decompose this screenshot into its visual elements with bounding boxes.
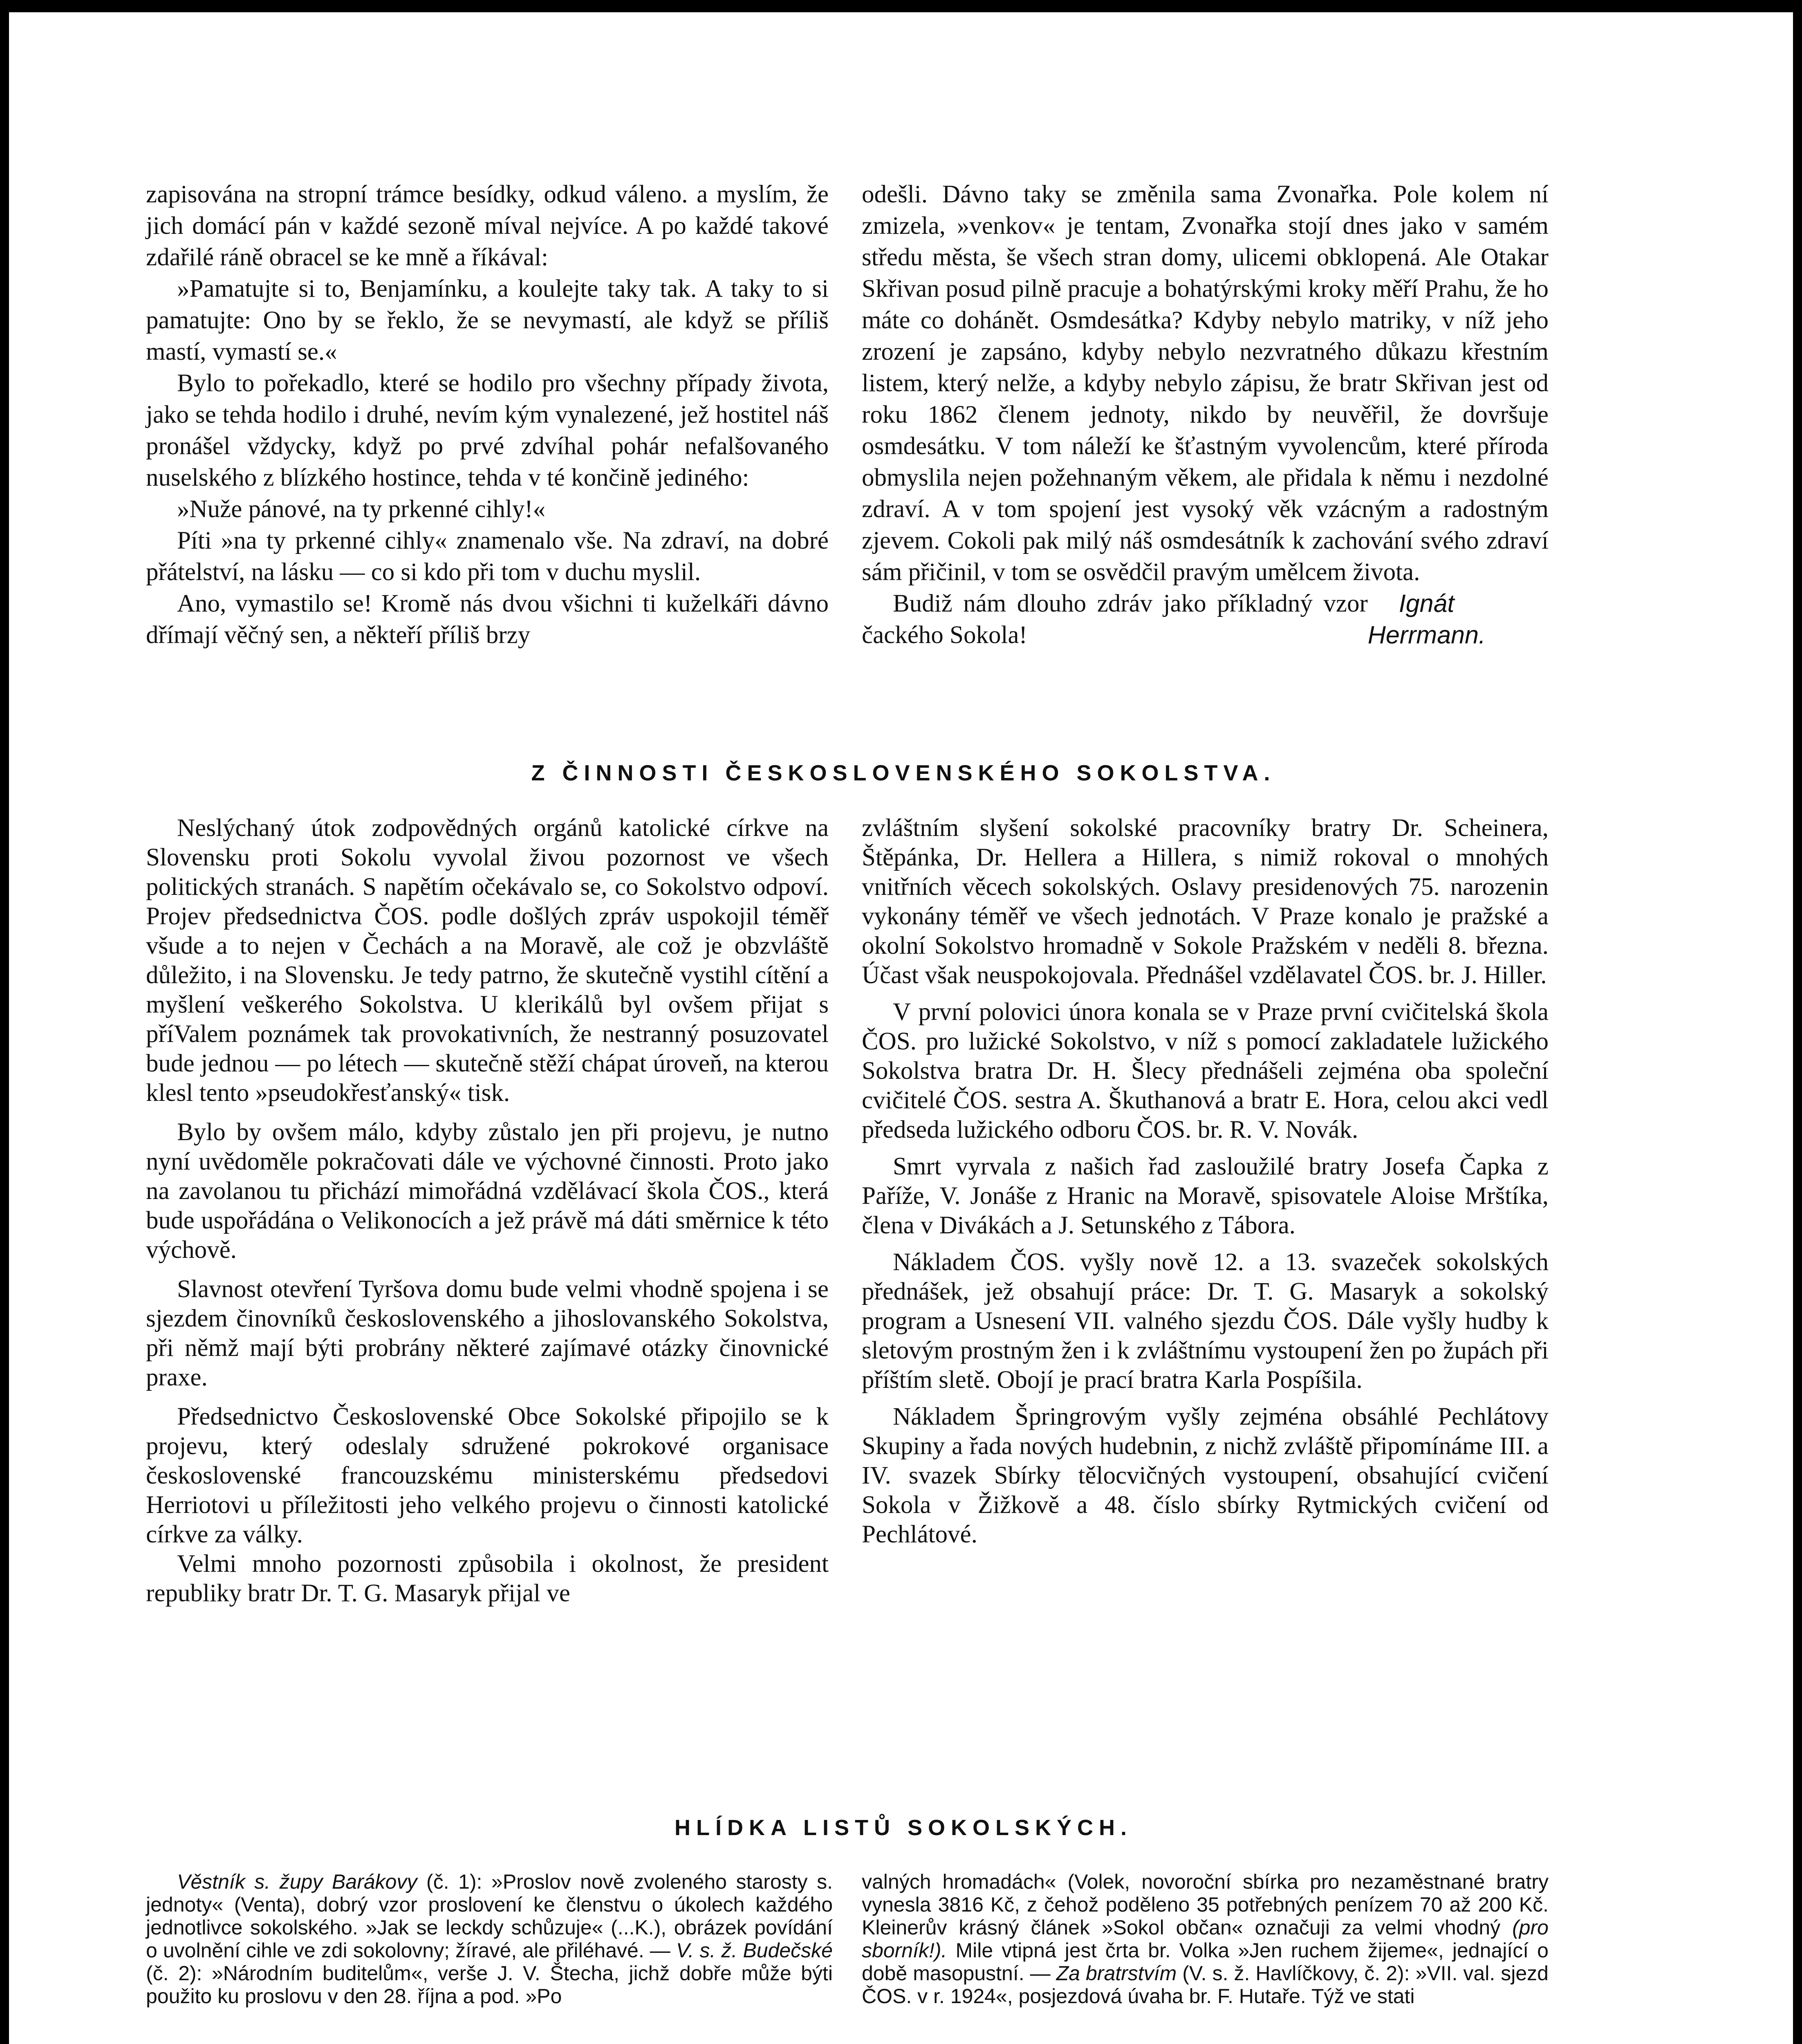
article1-left-paragraph: »Pamatujte si to, Benjamínku, a koulejte taky tak. A taky to si pamatujte: Ono by se řeklo, že se nevymastí, ale když se příliš mastí, vymastí se.« xyxy=(146,275,829,365)
section-heading-sokol-activity: Z ČINNOSTI ČESKOSLOVENSKÉHO SOKOLSTVA. xyxy=(531,761,1276,785)
article1-left-paragraph: »Nuže pánové, na ty prkenné cihly!« xyxy=(177,495,546,523)
section2-right-paragraph: V první polovici února konala se v Praze první cvičitelská škola ČOS. pro lužické Sokolstvo, v níž s pomocí zakladatele lužického Sokolstva bratra Dr. H. Šlecy přednášeli zejména oba společní cvičitelé ČOS. sestra A. Škuthanová a bratr E. Hora, celou akci vedl předseda lužického odboru ČOS. br. R. V. Novák. xyxy=(862,998,1549,1143)
scan-border-right xyxy=(1793,0,1802,2044)
section3-left-column xyxy=(146,1870,833,2008)
article1-right-paragraph: odešli. Dávno taky se změnila sama Zvonařka. Pole kolem ní zmizela, »venkov« je tentam, Zvonařka stojí dnes jako v samém středu města, še všech stran domy, ulicemi obklopená. Ale Otakar Skřivan posud pilně pracuje a bohatýrskými kroky měří Prahu, že ho máte co dohánět. Osmdesátka? Kdyby nebylo matriky, v níž jeho zrození je zapsáno, kdyby nebylo nezvratného důkazu křestním listem, který nelže, a kdyby nebylo zápisu, že bratr Skřivan jest od roku 1862 členem jednoty, nikdo by neuvěřil, že dovršuje osmdesátku. V tom náleží ke šťastným vyvolencům, které příroda obmyslila nejen požehnaným věkem, ale přidala k němu i nezdolné zdraví. A v tom spojení jest vysoký věk vzácným a radostným zjevem. Cokoli pak milý náš osmdesátník k zachování svého zdraví sám přičinil, v tom se osvědčil pravým umělcem života. xyxy=(862,181,1549,586)
scan-border-left xyxy=(0,0,9,2044)
author-signature: Ignát Herrmann. xyxy=(1367,589,1486,649)
section2-left-paragraph: Slavnost otevření Tyršova domu bude velmi vhodně spojena i se sjezdem činovníků československého a jihoslovanského Sokolstva, při němž mají býti probrány některé zajímavé otázky činovnické praxe. xyxy=(146,1275,829,1391)
article1-left-paragraph: Bylo to pořekadlo, které se hodilo pro všechny případy života, jako se tehda hodilo i druhé, nevím kým vynalezené, jež hostitel náš pronášel vždycky, když po prvé zdvíhal pohár nefalšovaného nuselského z blízkého hostince, tehda v té končině jediného: xyxy=(146,370,829,491)
section2-left-paragraph: Předsednictvo Československé Obce Sokolské připojilo se k projevu, který odeslaly sdružené pokrokové organisace československé francouzskému ministerskému předsedovi Herriotovi u příležitosti jeho velkého projevu o činnosti katolické církve za války. xyxy=(146,1403,829,1548)
press-review-text: (č. 1): »Proslov nově zvoleného starosty s. jednoty« (Venta), dobrý vzor proslovení ke členstvu o úkolech každého jednotlivce sokolského. »Jak se leckdy schůzuje« (...K.), obrázek povídání o uvolnění cihle ve zdi sokolovny; žíravé, ale přiléhavé. — xyxy=(146,1870,833,1962)
press-review-right-paragraph xyxy=(862,1870,1549,2008)
press-review-text: (č. 2): »Národním buditelům«, verše J. V. Štecha, jichž dobře může býti použito ku proslovu v den 28. října a pod. »Po xyxy=(146,1962,833,2008)
section2-right-column xyxy=(862,814,1549,1549)
article1-closing-line xyxy=(862,588,1549,651)
article1-left-paragraph: Ano, vymastilo se! Kromě nás dvou všichni ti kuželkáři dávno dřímají věčný sen, a někteří příliš brzy xyxy=(146,590,829,649)
section2-right-paragraph: Smrt vyrvala z našich řad zasloužilé bratry Josefa Čapka z Paříže, V. Jonáše z Hranic na Moravě, spisovatele Aloise Mrštíka, člena v Divákách a J. Setunského z Tábora. xyxy=(862,1153,1549,1239)
press-review-text: valných hromadách« (Volek, novoroční sbírka pro nezaměstnané bratry vynesla 3816 Kč, z čehož poděleno 35 potřebných penízem 70 až 200 Kč. Kleinerův krásný článek »Sokol občan« označuji za velmi vhodný xyxy=(862,1870,1549,1939)
periodical-title: Věstník s. župy Barákovy xyxy=(177,1870,417,1893)
section2-right-paragraph: Nákladem ČOS. vyšly nově 12. a 13. svazeček sokolských přednášek, jež obsahují práce: Dr. T. G. Masaryk a sokolský program a Usnesení VII. valného sjezdu ČOS. Dále vyšly hudby k sletovým prostným žen i k zvláštnímu vystoupení žen po župách při příštím sletě. Obojí je prací bratra Karla Pospíšila. xyxy=(862,1248,1549,1394)
press-review-text: (V. s. ž. Havlíčkovy, č. 2): »VII. val. sjezd ČOS. v r. 1924«, posjezdová úvaha br. F. Hutaře. Týž ve stati xyxy=(862,1962,1549,2008)
section2-left-paragraph: Bylo by ovšem málo, kdyby zůstalo jen při projevu, je nutno nyní uvědoměle pokračovati dále ve výchovné činnosti. Proto jako na zavolanou tu přichází mimořádná vzdělávací škola ČOS., která bude uspořádána o Velikonocích a jež právě má dáti směrnice k této výchově. xyxy=(146,1118,829,1264)
press-review-emphasis: (pro sborník!). xyxy=(862,1916,1549,1962)
article1-right-column xyxy=(862,179,1549,651)
section-heading-sokol-press-review: HLÍDKA LISTŮ SOKOLSKÝCH. xyxy=(674,1815,1132,1840)
article1-left-column xyxy=(146,179,829,651)
section2-left-paragraph: Velmi mnoho pozornosti způsobila i okolnost, že president republiky bratr Dr. T. G. Masaryk přijal ve xyxy=(146,1550,829,1607)
section2-left-column xyxy=(146,814,829,1608)
press-review-left-paragraph xyxy=(146,1870,833,2008)
scan-border-top xyxy=(0,0,1802,12)
article1-closing-sentence: Budiž nám dlouho zdráv jako příkladný vzor čackého Sokola! xyxy=(862,590,1368,649)
periodical-title: Za bratrstvím xyxy=(1056,1962,1177,1985)
section3-right-column xyxy=(862,1870,1549,2008)
article1-left-paragraph: zapisována na stropní trámce besídky, odkud váleno. a myslím, že jich domácí pán v každé sezoně míval nejvíce. A po každé takové zdařilé ráně obracel se ke mně a říkával: xyxy=(146,181,829,271)
article1-left-paragraph: Píti »na ty prkenné cihly« znamenalo vše. Na zdraví, na dobré přátelství, na lásku — co si kdo při tom v duchu myslil. xyxy=(146,527,829,586)
periodical-title: V. s. ž. Budečské xyxy=(676,1939,833,1962)
press-review-text: Mile vtipná jest črta br. Volka »Jen ruchem žijeme«, jednající o době masopustní. — xyxy=(862,1939,1549,1985)
section2-right-paragraph: zvláštním slyšení sokolské pracovníky bratry Dr. Scheinera, Štěpánka, Dr. Hellera a Hillera, s nimiž rokoval o mnohých vnitřních věcech sokolských. Oslavy presidenových 75. narozenin vykonány téměř ve všech jednotách. V Praze konalo je pražské a okolní Sokolstvo hromadně v Sokole Pražském v neděli 8. března. Účast však neuspokojovala. Přednášel vzdělavatel ČOS. br. J. Hiller. xyxy=(862,814,1549,989)
section2-right-paragraph: Nákladem Špringrovým vyšly zejména obsáhlé Pechlátovy Skupiny a řada nových hudebnin, z nichž zvláště připomínáme III. a IV. svazek Sbírky tělocvičných vystoupení, obsahující cvičení Sokola v Žižkově a 48. číslo sbírky Rytmických cvičení od Pechlátové. xyxy=(862,1403,1549,1548)
section2-left-paragraph: Neslýchaný útok zodpovědných orgánů katolické církve na Slovensku proti Sokolu vyvolal živou pozornost ve všech politických stranách. S napětím očekávalo se, co Sokolstvo odpoví. Projev předsednictva ČOS. podle došlých zpráv uspokojil téměř všude a to nejen v Čechách a na Moravě, ale což je obzvláště důležito, i na Slovensku. Je tedy patrno, že skutečně vystihl cítění a myšlení veškerého Sokolstva. U klerikálů byl ovšem přijat s příValem poznámek tak provokativních, že nestranný posuzovatel bude jednou — po létech — skutečně stěží chápat úroveň, na kterou klesl tento »pseudokřesťanský« tisk. xyxy=(146,814,829,1107)
